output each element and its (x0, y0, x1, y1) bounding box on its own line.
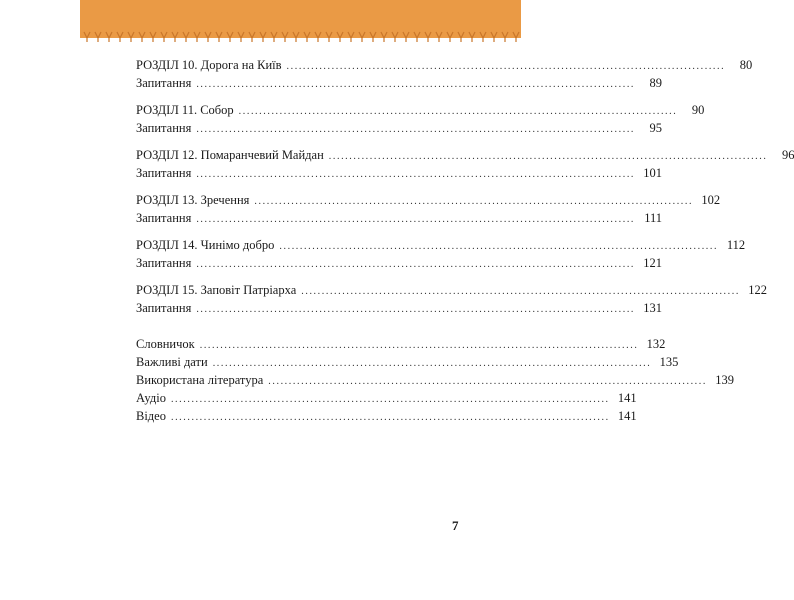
leader-dots: ........................................................................................................... (328, 151, 768, 162)
ornament-motif (238, 32, 244, 42)
leader-dots: ........................................................................................................... (196, 214, 636, 225)
ornament-motif (117, 32, 123, 42)
toc-questions-row[interactable]: Запитання ........................................................................................................... 101 (136, 164, 469, 182)
ornament-motif (491, 32, 497, 42)
page-ref: 102 (701, 193, 721, 207)
page-ref: 122 (748, 283, 767, 297)
page-ref: 101 (643, 166, 663, 180)
toc-questions-row[interactable]: Запитання ........................................................................................................... 111 (136, 209, 469, 227)
page-ref: 95 (649, 121, 663, 135)
ornament-motif (436, 32, 442, 42)
ornament-motif (348, 32, 354, 42)
leader-dots: ........................................................................................................... (196, 169, 636, 180)
toc-questions-row[interactable]: Запитання ........................................................................................................... 131 (136, 299, 469, 317)
ornament-motif (304, 32, 310, 42)
toc-chapter-row[interactable]: РОЗДІЛ 12. Помаранчевий Майдан ........................................................................................................... 96 (136, 146, 469, 164)
leader-dots: ........................................................................................................... (301, 286, 740, 297)
toc-appendix-row[interactable]: Використана література ........................................................................................................... 139 (136, 371, 469, 389)
leader-dots: ........................................................................................................... (199, 340, 639, 351)
ornament-motif (381, 32, 387, 42)
ornament-motif (183, 32, 189, 42)
ornament-motif (502, 32, 508, 42)
ornament-motif (447, 32, 453, 42)
leader-dots: ........................................................................................................... (254, 196, 694, 207)
ornament-motif (315, 32, 321, 42)
leader-dots: ........................................................................................................... (196, 79, 636, 90)
leader-dots: ........................................................................................................... (170, 412, 610, 423)
toc-appendix-row[interactable]: Словничок ........................................................................................................... 132 (136, 335, 469, 353)
leader-dots: ........................................................................................................... (196, 124, 636, 135)
leader-dots: ........................................................................................................... (279, 241, 719, 252)
toc-questions-row[interactable]: Запитання ........................................................................................................... 89 (136, 74, 469, 92)
ornament-motif (260, 32, 266, 42)
ornament-motif (480, 32, 486, 42)
ornament-border (80, 30, 521, 44)
page-ref: 90 (691, 103, 705, 117)
page-ref: 141 (617, 409, 637, 423)
toc-chapter-row[interactable]: РОЗДІЛ 11. Собор ........................................................................................................... 90 (136, 101, 469, 119)
toc-appendix-row[interactable]: Відео ........................................................................................................... 141 (136, 407, 469, 425)
ornament-motif (282, 32, 288, 42)
ornament-motif (271, 32, 277, 42)
book-page (80, 0, 794, 600)
ornament-motif (425, 32, 431, 42)
page-ref: 80 (739, 58, 753, 72)
ornament-motif (128, 32, 134, 42)
page-ref: 131 (643, 301, 663, 315)
ornament-motif (216, 32, 222, 42)
toc-chapter-row[interactable]: РОЗДІЛ 10. Дорога на Київ ........................................................................................................... 80 (136, 56, 469, 74)
ornament-motif (513, 32, 519, 42)
page-ref: 135 (659, 355, 679, 369)
leader-dots: ........................................................................................................... (170, 394, 610, 405)
ornament-motif (370, 32, 376, 42)
ornament-motif (227, 32, 233, 42)
toc-chapter-row[interactable]: РОЗДІЛ 14. Чинімо добро ........................................................................................................... 112 (136, 236, 469, 254)
ornament-motif (106, 32, 112, 42)
page-ref: 139 (715, 373, 734, 387)
toc-chapter-row[interactable]: РОЗДІЛ 13. Зречення ........................................................................................................... 102 (136, 191, 469, 209)
page-ref: 121 (643, 256, 663, 270)
ornament-motif (95, 32, 101, 42)
leader-dots: ........................................................................................................... (238, 106, 678, 117)
ornament-motif (392, 32, 398, 42)
ornament-motif (194, 32, 200, 42)
ornament-motif (139, 32, 145, 42)
toc-appendix-row[interactable]: Важливі дати ........................................................................................................... 135 (136, 353, 469, 371)
toc-questions-row[interactable]: Запитання ........................................................................................................... 121 (136, 254, 469, 272)
ornament-motif (150, 32, 156, 42)
page-ref: 96 (781, 148, 794, 162)
ornament-motif (469, 32, 475, 42)
ornament-motif (161, 32, 167, 42)
table-of-contents (136, 56, 794, 425)
toc-appendix-row[interactable]: Аудіо ........................................................................................................... 141 (136, 389, 469, 407)
page-ref: 132 (646, 337, 666, 351)
page-ref: 89 (649, 76, 663, 90)
ornament-motif (458, 32, 464, 42)
toc-questions-row[interactable]: Запитання ........................................................................................................... 95 (136, 119, 469, 137)
leader-dots: ........................................................................................................... (196, 304, 636, 315)
ornament-motif (205, 32, 211, 42)
ornament-motif (403, 32, 409, 42)
leader-dots: ........................................................................................................... (286, 61, 726, 72)
page-ref: 141 (617, 391, 637, 405)
ornament-motif (359, 32, 365, 42)
leader-dots: ........................................................................................................... (268, 376, 707, 387)
page-ref: 112 (726, 238, 746, 252)
leader-dots: ........................................................................................................... (212, 358, 652, 369)
ornament-motif (326, 32, 332, 42)
ornament-motif (293, 32, 299, 42)
ornament-motif (172, 32, 178, 42)
ornament-motif (249, 32, 255, 42)
ornament-motif (84, 32, 90, 42)
ornament-motif (414, 32, 420, 42)
leader-dots: ........................................................................................................... (196, 259, 636, 270)
toc-chapter-row[interactable]: РОЗДІЛ 15. Заповіт Патріарха ........................................................................................................... 122 (136, 281, 469, 299)
page-ref: 111 (644, 211, 663, 225)
page-number: 7 (452, 518, 459, 533)
ornament-motif (337, 32, 343, 42)
